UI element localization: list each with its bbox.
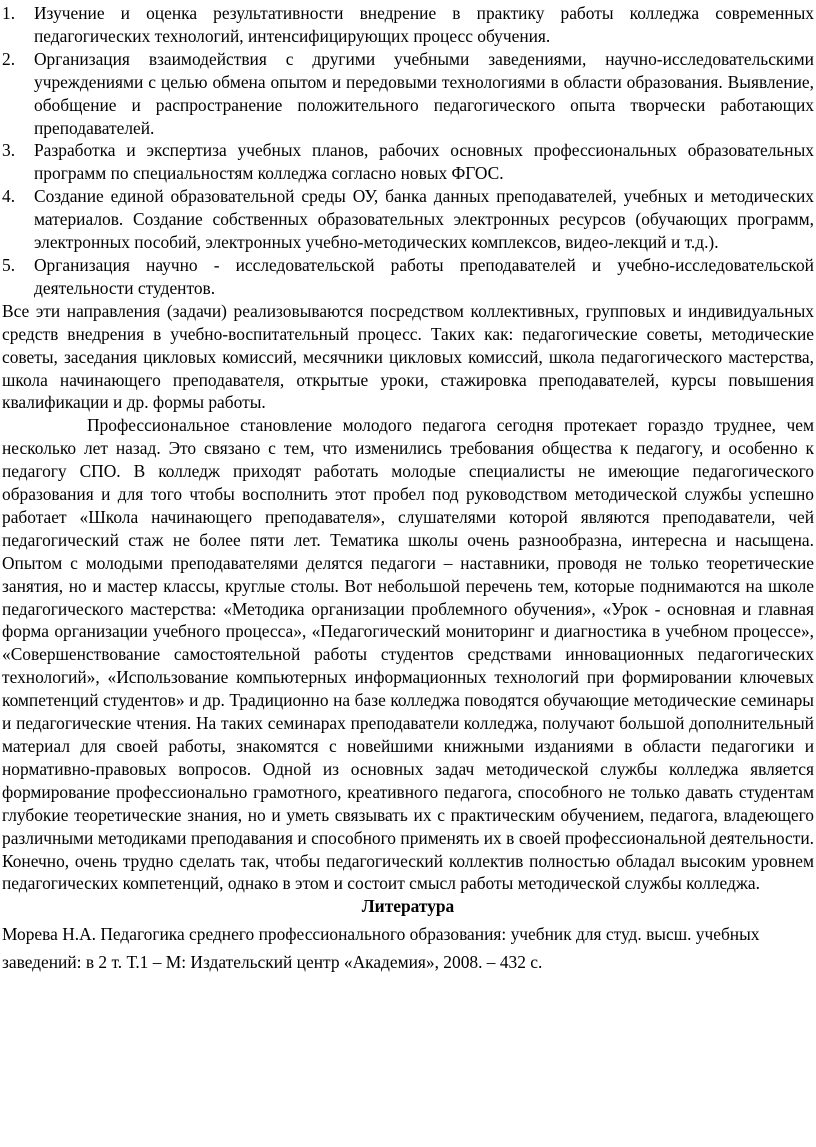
task-list	[2, 2, 814, 300]
list-item-text: Организация взаимодействия с другими учебными заведениями, научно-исследовательскими учреждениями с целью обмена опытом и передовыми технологиями в области образования. Выявление, обобщение и распространение положительного педагогического опыта творчески работающих преподавателей.	[34, 48, 814, 138]
list-item-text: Организация научно - исследовательской работы преподавателей и учебно-исследовательской деятельности студентов.	[34, 254, 814, 298]
literature-reference: Морева Н.А. Педагогика среднего профессионального образования: учебник для студ. высш. учебных заведений: в 2 т. Т.1 – М: Издательский центр «Академия», 2008. – 432 с.	[2, 924, 760, 973]
list-item-text: Создание единой образовательной среды ОУ, банка данных преподавателей, учебных и методических материалов. Создание собственных образовательных электронных ресурсов (обучающих программ, электронных пособий, электронных учебно-методических комплексов, видео-лекций и т.д.).	[34, 186, 814, 253]
list-item-number: 3.	[2, 140, 16, 161]
list-item	[2, 254, 814, 300]
list-item-text: Разработка и экспертиза учебных планов, рабочих основных профессиональных образовательных программ по специальностям колледжа согласно новых ФГОС.	[34, 140, 814, 184]
list-item	[2, 48, 814, 140]
list-item-number: 1.	[2, 3, 16, 23]
list-item	[2, 185, 814, 254]
list-item-number: 4.	[2, 186, 16, 207]
list-item-number: 5.	[2, 254, 16, 275]
body-paragraph-directions: Все эти направления (задачи) реализовываются посредством коллективных, групповых и индивидуальных средств внедрения в учебно-воспитательный процесс. Таких как: педагогические советы, методические советы, заседания цикловых комиссий, месячники цикловых комиссий, школа педагогического мастерства, школа начинающего преподавателя, открытые уроки, стажировка преподавателей, курсы повышения квалификации и др. формы работы.	[2, 300, 814, 413]
literature-heading: Литература	[361, 896, 455, 917]
list-item-text: Изучение и оценка результативности внедрение в практику работы колледжа современных педагогических технологий, интенсифицирующих процесс обучения.	[34, 3, 814, 46]
list-item	[2, 2, 814, 48]
list-item	[2, 139, 814, 185]
body-paragraph-young-teacher: Профессиональное становление молодого педагога сегодня протекает гораздо труднее, чем несколько лет назад. Это связано с тем, что изменились требования общества к педагогу, и особенно к педагогу СПО. В колледж приходят работать молодые специалисты не имеющие педагогического образования и для того чтобы восполнить этот пробел под руководством методической службы успешно работает «Школа начинающего преподавателя», слушателями которой являются преподаватели, чей педагогический стаж не более пяти лет. Тематика школы очень разнообразна, интересна и насыщена. Опытом с молодыми преподавателями делятся педагоги – наставники, проводя не только теоретические занятия, но и мастер классы, круглые столы. Вот небольшой перечень тем, которые поднимаются на школе педагогического мастерства: «Методика организации проблемного обучения», «Урок - основная и главная форма организации учебного процесса», «Педагогический мониторинг и диагностика в учебном процессе», «Совершенствование самостоятельной работы студентов средствами инновационных педагогических технологий», «Использование компьютерных информационных технологий при формировании ключевых компетенций студентов» и др. Традиционно на базе колледжа поводятся обучающие методические семинары и педагогические чтения. На таких семинарах преподаватели колледжа, получают большой дополнительный материал для своей работы, знакомятся с новейшими книжными изданиями в области педагогики и нормативно-правовых вопросов. Одной из основных задач методической службы колледжа является формирование профессионально грамотного, креативного педагога, способного не только давать студентам глубокие теоретические знания, но и уметь связывать их с практическим обучением, педагога, владеющего различными методиками преподавания и способного применять их в своей профессиональной деятельности. Конечно, очень трудно сделать так, чтобы педагогический коллектив полностью обладал высоким уровнем педагогических компетенций, однако в этом и состоит смысл работы методической службы колледжа.	[2, 415, 814, 894]
document-page	[2, 2, 814, 976]
list-item-number: 2.	[2, 48, 16, 69]
